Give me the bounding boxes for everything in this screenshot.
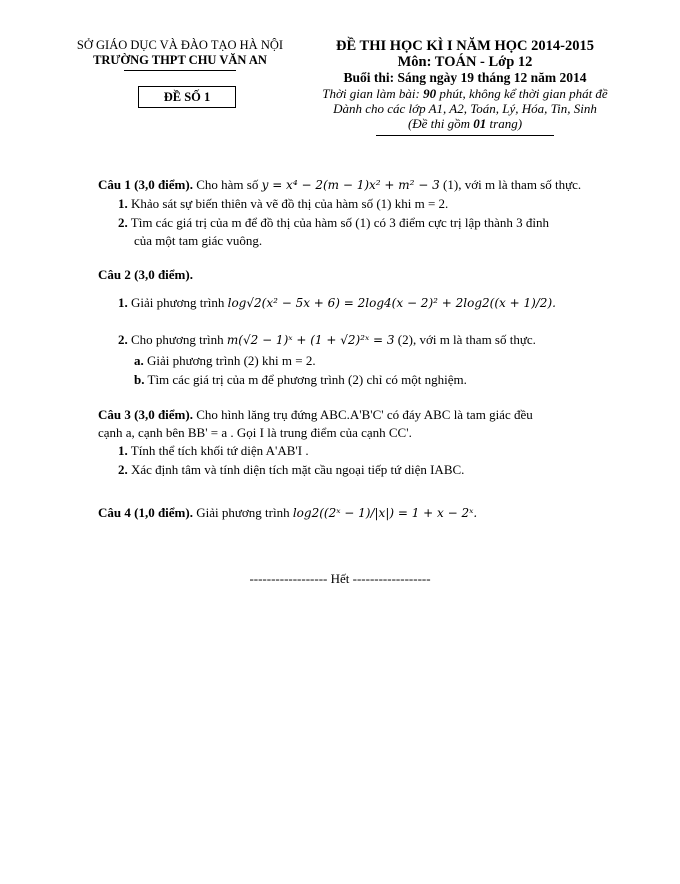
exam-title: ĐỀ THI HỌC KÌ I NĂM HỌC 2014-2015 xyxy=(336,38,594,54)
header-underline xyxy=(376,135,554,136)
q2-item-2-equation: m(√2 − 1)ˣ + (1 + √2)²ˣ = 3 xyxy=(226,333,395,347)
department: SỞ GIÁO DỤC VÀ ĐÀO TẠO HÀ NỘI xyxy=(76,38,284,52)
end-marker: ------------------ Hết ------------------ xyxy=(249,571,431,586)
q1-item-1: 1. Khảo sát sự biến thiên và vẽ đồ thị của hàm số (1) khi m = 2. xyxy=(118,196,449,211)
q2-item-1-equation: log√2(x² − 5x + 6) = 2log4(x − 2)² + 2log2((x + 1)/2). xyxy=(227,296,556,310)
q4-stem: Câu 4 (1,0 điểm). Giải phương trình log2((2ˣ − 1)/|x|) = 1 + x − 2ˣ. xyxy=(98,505,478,520)
q2-sub-b: b. Tìm các giá trị của m để phương trình (2) chỉ có một nghiệm. xyxy=(134,372,467,387)
q2-sub-a: a. Giải phương trình (2) khi m = 2. xyxy=(134,353,316,368)
q1-item-2: 2. Tìm các giá trị của m để đồ thị của hàm số (1) có 3 điểm cực trị lập thành 3 đỉnh xyxy=(118,215,549,230)
exam-session: Buổi thi: Sáng ngày 19 tháng 12 năm 2014 xyxy=(343,70,587,85)
for-classes: Dành cho các lớp A1, A2, Toán, Lý, Hóa, Tin, Sinh xyxy=(333,101,597,116)
q2-label: Câu 2 (3,0 điểm). xyxy=(98,267,193,282)
q2-item-2: 2. Cho phương trình m(√2 − 1)ˣ + (1 + √2)²ˣ = 3 (2), với m là tham số thực. xyxy=(118,332,536,347)
q1-stem xyxy=(98,176,598,194)
q1-tail: (1), với m là tham số thực. xyxy=(443,177,582,192)
school-underline xyxy=(124,70,236,71)
q3-item-2: 2. Xác định tâm và tính diện tích mặt cầu ngoại tiếp tứ diện IABC. xyxy=(118,462,465,477)
q1-intro: Cho hàm số xyxy=(196,177,259,192)
header-right xyxy=(300,38,630,136)
q2-item-1: 1. Giải phương trình log√2(x² − 5x + 6) = 2log4(x − 2)² + 2log2((x + 1)/2). xyxy=(118,295,556,310)
q4-equation: log2((2ˣ − 1)/|x|) = 1 + x − 2ˣ. xyxy=(292,506,478,520)
header-left xyxy=(60,38,300,71)
exam-code-box: ĐỀ SỐ 1 xyxy=(138,86,236,108)
q3-stem-1: Câu 3 (3,0 điểm). Cho hình lăng trụ đứng ABC.A'B'C' có đáy ABC là tam giác đều xyxy=(98,407,533,422)
q3-label: Câu 3 (3,0 điểm). xyxy=(98,407,193,422)
q3-stem-2: cạnh a, cạnh bên BB' = a . Gọi I là trung điểm của cạnh CC'. xyxy=(98,425,412,440)
q4-label: Câu 4 (1,0 điểm). xyxy=(98,505,193,520)
q1-formula: y = x⁴ − 2(m − 1)x² + m² − 3 xyxy=(261,178,440,192)
q1-item-2-cont: của một tam giác vuông. xyxy=(134,233,263,248)
q3-item-1: 1. Tính thể tích khối tứ diện A'AB'I . xyxy=(118,443,309,458)
exam-subject: Môn: TOÁN - Lớp 12 xyxy=(397,54,533,70)
time-note: Thời gian làm bài: 90 phút, không kể thời gian phát đề xyxy=(322,86,608,101)
pages-note: (Đề thi gồm 01 trang) xyxy=(407,116,523,131)
q1-label: Câu 1 (3,0 điểm). xyxy=(98,177,193,192)
school-name: TRƯỜNG THPT CHU VĂN AN xyxy=(93,53,267,67)
